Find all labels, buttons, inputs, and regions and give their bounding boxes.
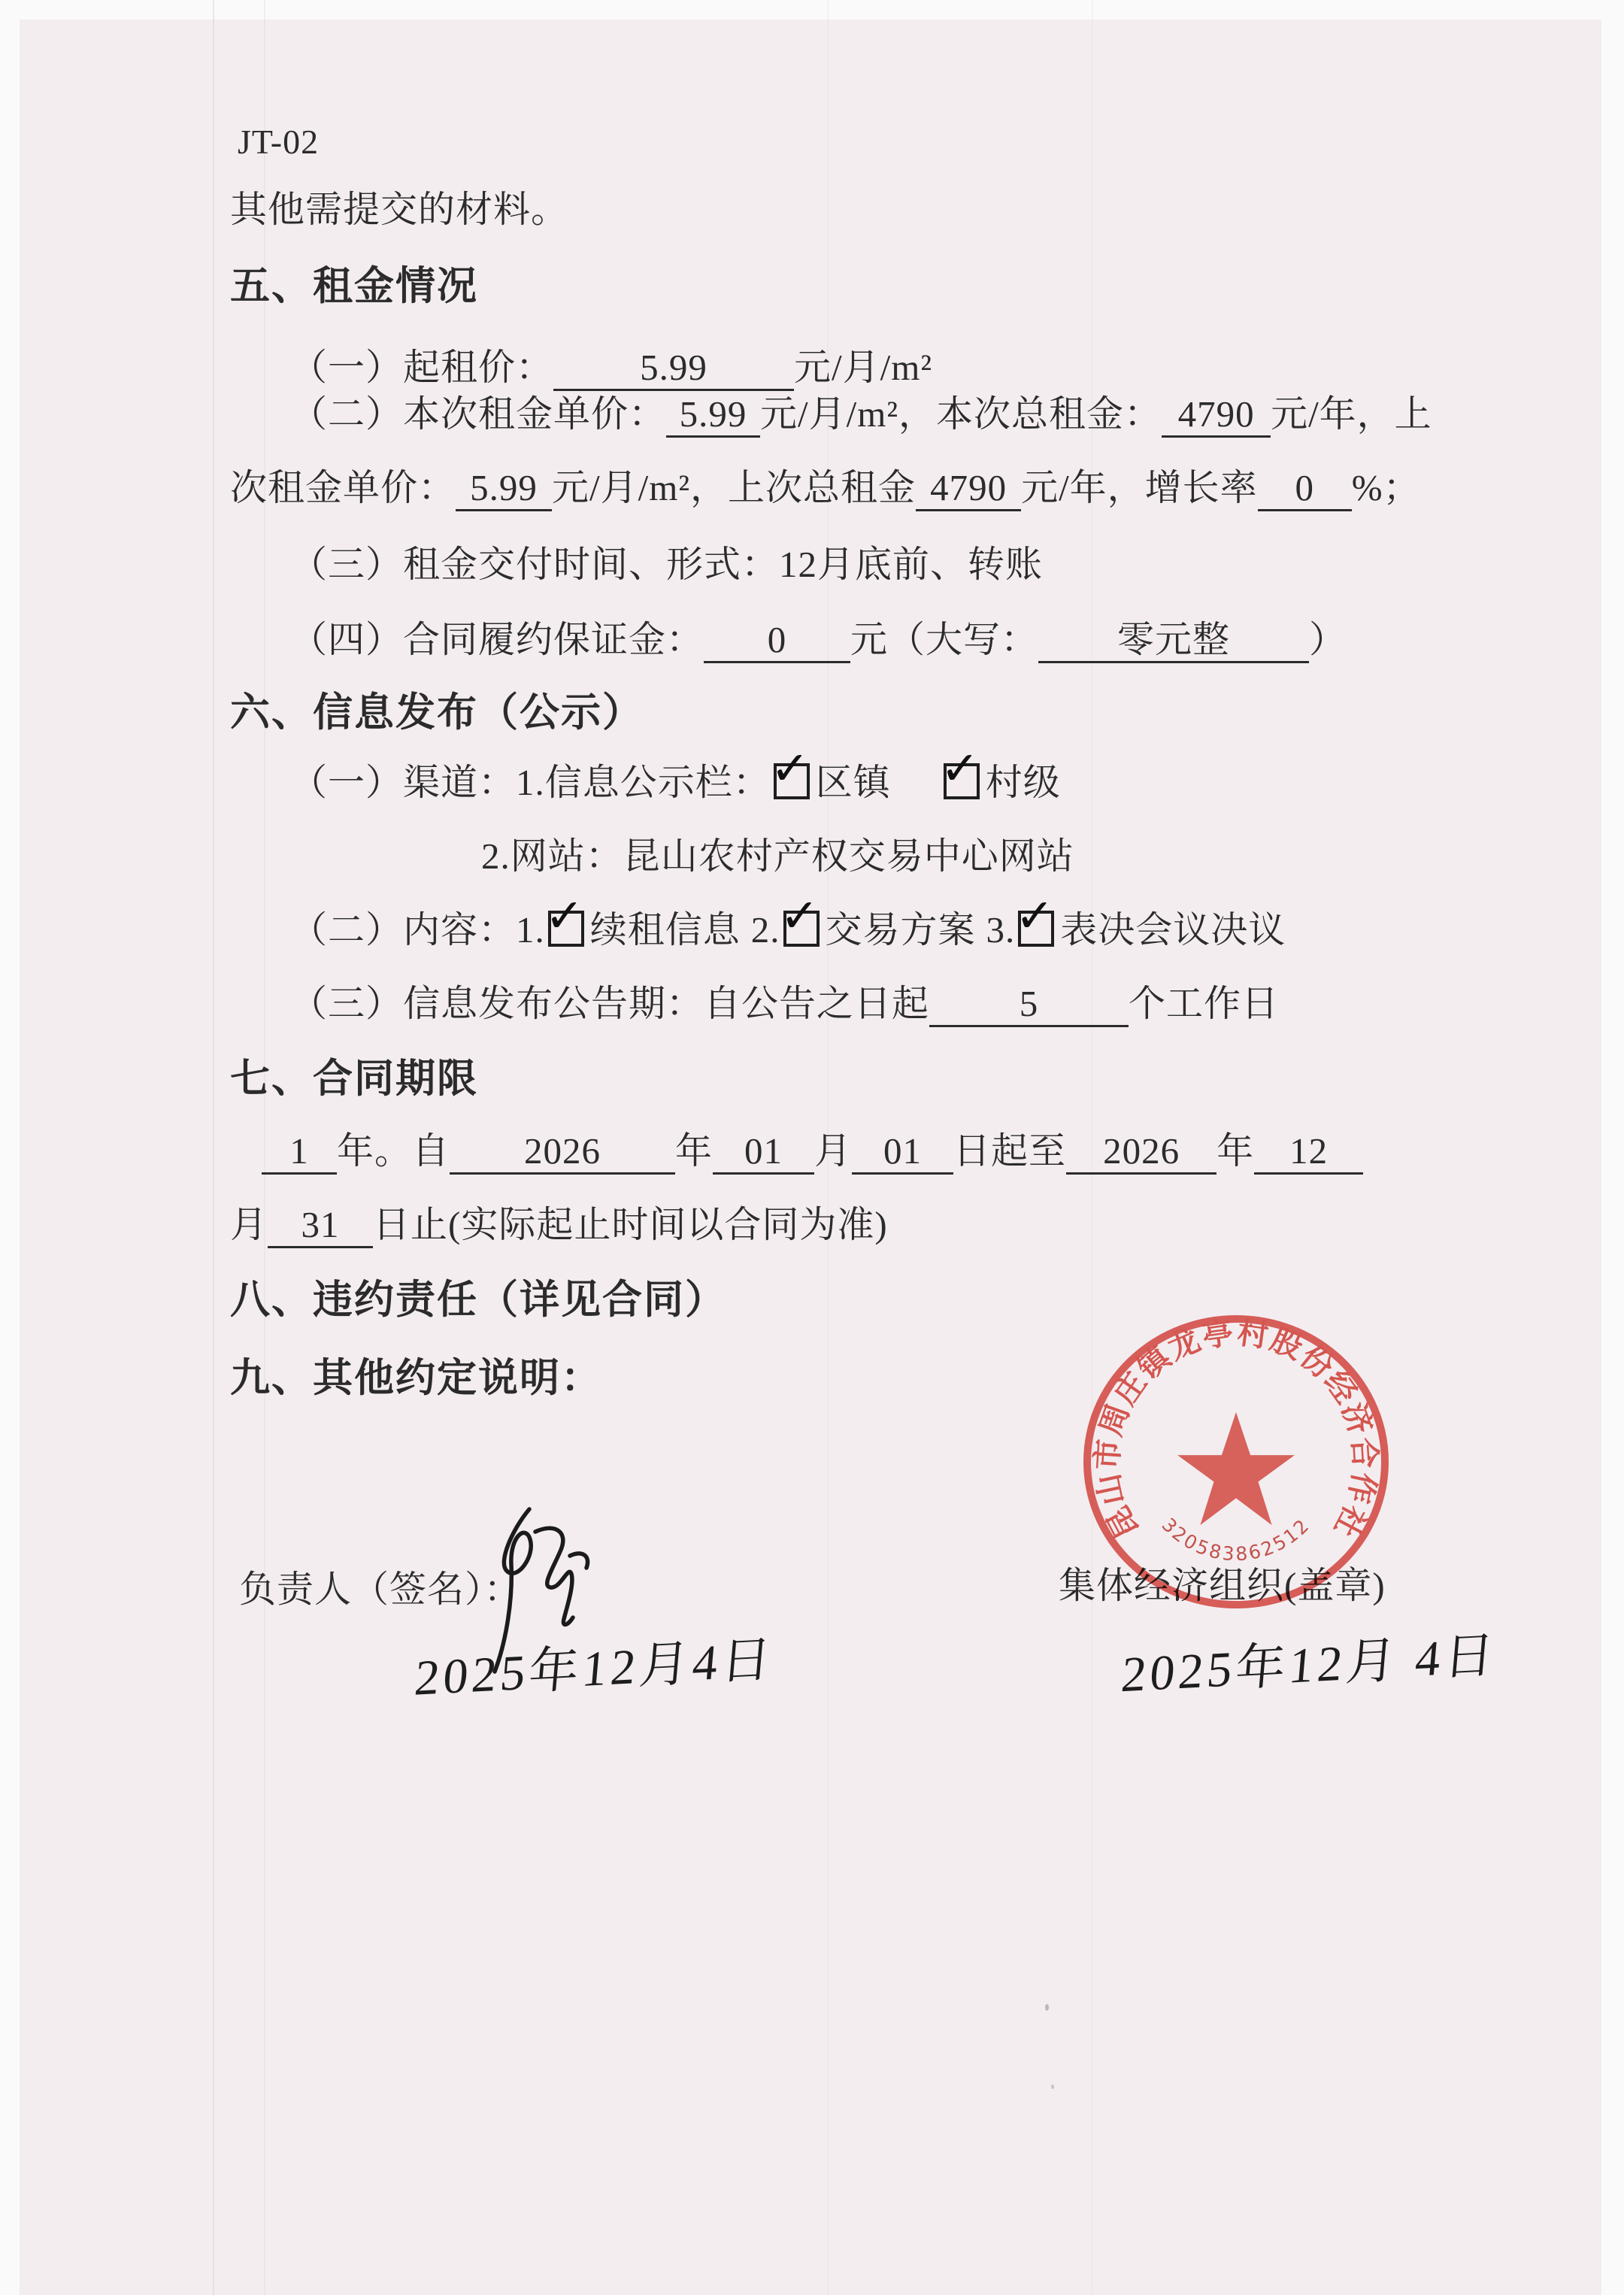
term-years-field: 1 bbox=[262, 1130, 337, 1175]
prelude-text: 其他需提交的材料。 bbox=[230, 189, 569, 230]
section9-heading: 九、其他约定说明： bbox=[230, 1356, 602, 1400]
deposit-tail: ） bbox=[1309, 619, 1347, 660]
channels-label: （一）渠道：1.信息公示栏： bbox=[290, 762, 771, 803]
website-line: 2.网站：昆山农村产权交易中心网站 bbox=[481, 835, 1074, 877]
previous-unit-price-field: 5.99 bbox=[456, 467, 552, 511]
previous-rent-line bbox=[230, 459, 1421, 511]
notice-period-tail: 个工作日 bbox=[1129, 983, 1280, 1024]
term-text7: 日止(实际起止时间以合同为准) bbox=[373, 1204, 888, 1245]
deposit-words-field: 零元整 bbox=[1038, 619, 1309, 663]
org-date-handwritten: 2025年12月 4日 bbox=[1119, 1627, 1500, 1703]
scan-edge-right bbox=[1601, 0, 1624, 2295]
deposit-label: （四）合同履约保证金： bbox=[290, 619, 704, 660]
svg-text:320583862512 bbox=[1158, 1514, 1315, 1565]
checkbox-checked-icon bbox=[1015, 888, 1056, 947]
channel-village-label: 村级 bbox=[985, 762, 1061, 803]
term-line-2 bbox=[230, 1196, 888, 1248]
term-text5: 年 bbox=[1216, 1130, 1255, 1172]
section5-heading: 五、租金情况 bbox=[230, 264, 478, 308]
content-num2: 2. bbox=[750, 909, 780, 950]
current-rent-label: （二）本次租金单价： bbox=[290, 393, 667, 435]
term-line-1 bbox=[262, 1122, 1363, 1175]
previous-total-field: 4790 bbox=[916, 467, 1021, 511]
to-day-field: 31 bbox=[268, 1204, 373, 1248]
scan-edge-top bbox=[0, 0, 1624, 20]
content-label: （二）内容：1. bbox=[290, 909, 545, 950]
star-icon bbox=[1177, 1412, 1295, 1525]
check-icon: ✓ bbox=[770, 741, 810, 796]
section7-heading: 七、合同期限 bbox=[230, 1057, 478, 1101]
section6-heading: 六、信息发布（公示） bbox=[230, 690, 644, 735]
payment-terms-line: （三）租金交付时间、形式：12月底前、转账 bbox=[290, 544, 1044, 585]
signer-label: 负责人（签名）： bbox=[239, 1569, 522, 1610]
term-text2: 年 bbox=[675, 1130, 714, 1172]
ink-speck bbox=[1045, 2004, 1049, 2011]
from-year-field: 2026 bbox=[450, 1130, 675, 1175]
check-icon: ✓ bbox=[1015, 888, 1056, 943]
checkbox-checked-icon bbox=[544, 888, 585, 947]
scan-edge-left bbox=[0, 0, 20, 2295]
current-total-label: 元/月/m²，本次总租金： bbox=[760, 393, 1162, 435]
start-price-unit: 元/月/m² bbox=[794, 347, 933, 388]
seal-serial-number: 320583862512 bbox=[1157, 1513, 1315, 1566]
notice-period-line bbox=[290, 975, 1279, 1027]
current-unit-price-field: 5.99 bbox=[666, 393, 760, 438]
check-icon: ✓ bbox=[544, 888, 585, 943]
deposit-field: 0 bbox=[704, 619, 850, 663]
term-text3: 月 bbox=[814, 1130, 853, 1172]
start-price-field: 5.99 bbox=[553, 347, 794, 391]
current-rent-tail: 元/年，上 bbox=[1271, 393, 1432, 435]
scan-streak bbox=[213, 0, 214, 2295]
content-opt1-label: 续租信息 bbox=[589, 909, 741, 950]
from-month-field: 01 bbox=[713, 1130, 814, 1175]
seal-ring-text: 昆山市周庄镇龙亭村股份经济合作社 bbox=[1089, 1314, 1383, 1545]
signer-date-handwritten: 2025年12月4日 bbox=[412, 1632, 777, 1706]
checkbox-checked-icon bbox=[770, 741, 810, 799]
form-code: JT-02 bbox=[238, 123, 320, 161]
content-line bbox=[290, 888, 1286, 953]
notice-period-field: 5 bbox=[929, 983, 1129, 1027]
growth-rate-label: 元/年，增长率 bbox=[1021, 467, 1258, 508]
previous-rent-label: 次租金单价： bbox=[230, 467, 456, 508]
official-red-seal bbox=[1071, 1298, 1401, 1636]
growth-rate-field: 0 bbox=[1258, 467, 1352, 511]
term-text1: 年。自 bbox=[337, 1130, 450, 1172]
start-price-label: （一）起租价： bbox=[290, 347, 554, 388]
channel-district-label: 区镇 bbox=[815, 762, 891, 803]
checkbox-checked-icon bbox=[780, 888, 820, 947]
growth-rate-tail: %； bbox=[1351, 467, 1421, 508]
channels-line bbox=[290, 741, 1061, 806]
to-year-field: 2026 bbox=[1066, 1130, 1216, 1175]
deposit-words-label: 元（大写： bbox=[850, 619, 1039, 660]
content-opt2-label: 交易方案 bbox=[825, 909, 976, 950]
notice-period-label: （三）信息发布公告期：自公告之日起 bbox=[290, 983, 930, 1024]
checkbox-checked-icon bbox=[940, 741, 980, 799]
check-icon: ✓ bbox=[780, 888, 820, 943]
check-icon: ✓ bbox=[940, 741, 980, 796]
from-day-field: 01 bbox=[852, 1130, 953, 1175]
start-price-line bbox=[290, 338, 932, 391]
section8-heading: 八、违约责任（详见合同） bbox=[230, 1278, 726, 1322]
term-text6: 月 bbox=[230, 1204, 268, 1245]
to-month-field: 12 bbox=[1254, 1130, 1363, 1175]
org-label: 集体经济组织(盖章) bbox=[1059, 1565, 1386, 1606]
current-rent-line bbox=[290, 385, 1432, 438]
content-opt3-label: 表决会议决议 bbox=[1060, 909, 1286, 950]
term-text4: 日起至 bbox=[953, 1130, 1067, 1172]
content-num3: 3. bbox=[986, 909, 1016, 950]
ink-speck bbox=[1051, 2084, 1054, 2089]
current-total-field: 4790 bbox=[1162, 393, 1271, 438]
previous-total-label: 元/月/m²，上次总租金 bbox=[552, 467, 917, 508]
deposit-line bbox=[290, 611, 1347, 663]
